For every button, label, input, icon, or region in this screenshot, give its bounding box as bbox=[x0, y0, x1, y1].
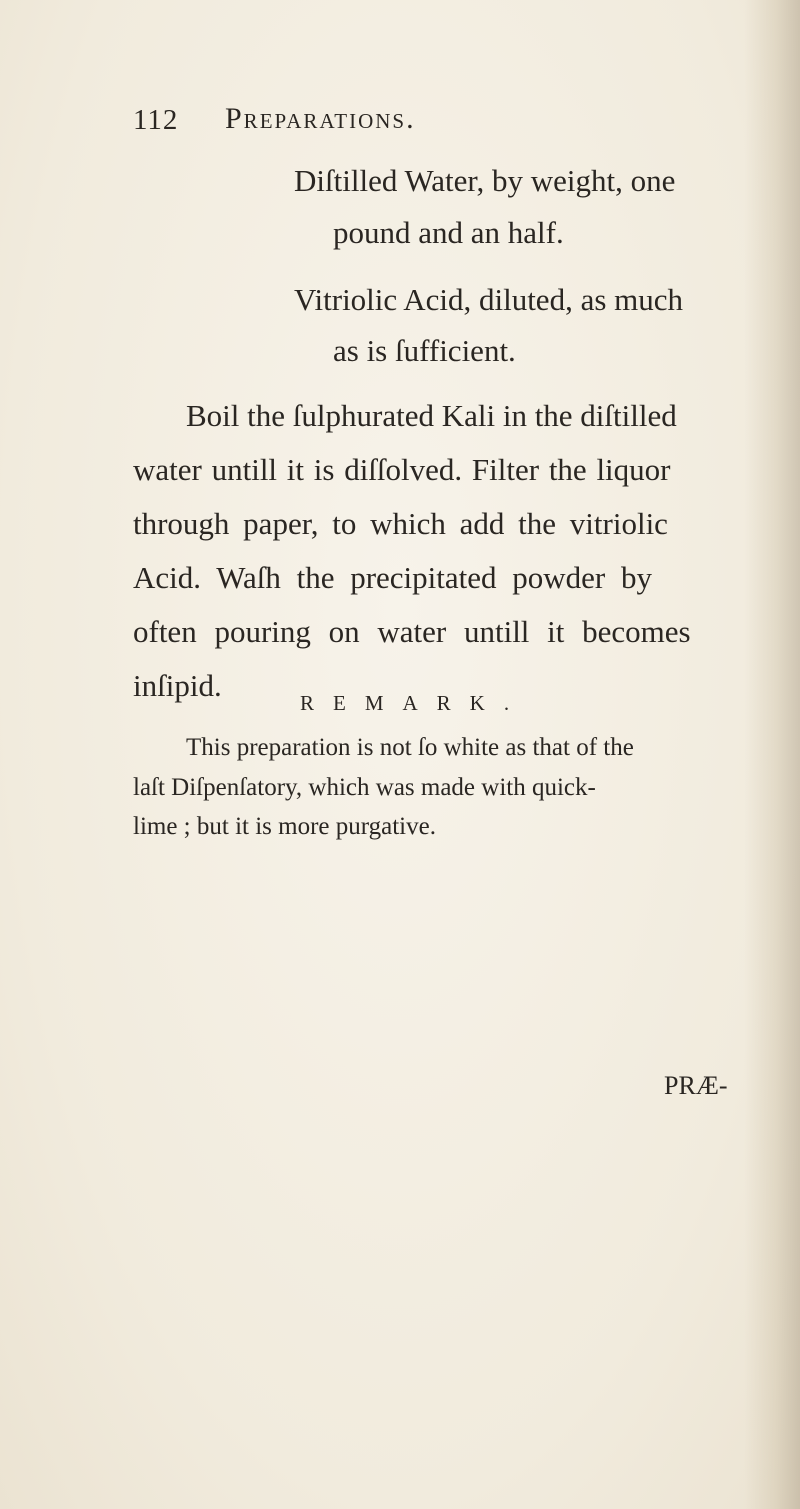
directions-line: Boil the ſulphurated Kali in the diſtilled bbox=[186, 398, 677, 433]
directions-line: through paper, to which add the vitriolic bbox=[133, 506, 668, 541]
directions-line: water untill it is diſſolved. Filter the liquor bbox=[133, 452, 671, 487]
directions-line: inſipid. bbox=[133, 668, 222, 703]
catchword: PRÆ- bbox=[664, 1071, 728, 1100]
ingredient-2-line-2: as is ſufficient. bbox=[333, 333, 516, 368]
remark-line: This preparation is not ſo white as that of the bbox=[186, 734, 634, 761]
running-title: Preparations. bbox=[225, 102, 416, 135]
remark-heading: REMARK. bbox=[300, 691, 529, 715]
ingredient-1-line-1: Diſtilled Water, by weight, one bbox=[294, 163, 676, 198]
directions-line: Acid. Waſh the precipitated powder by bbox=[133, 560, 653, 595]
remark-line: lime ; but it is more purgative. bbox=[133, 813, 436, 840]
page-number: 112 bbox=[133, 104, 179, 136]
directions-line: often pouring on water untill it becomes bbox=[133, 614, 691, 649]
ingredient-1-line-2: pound and an half. bbox=[333, 215, 564, 250]
remark-line: laſt Diſpenſatory, which was made with quick- bbox=[133, 774, 596, 801]
ingredient-2-line-1: Vitriolic Acid, diluted, as much bbox=[294, 282, 684, 317]
